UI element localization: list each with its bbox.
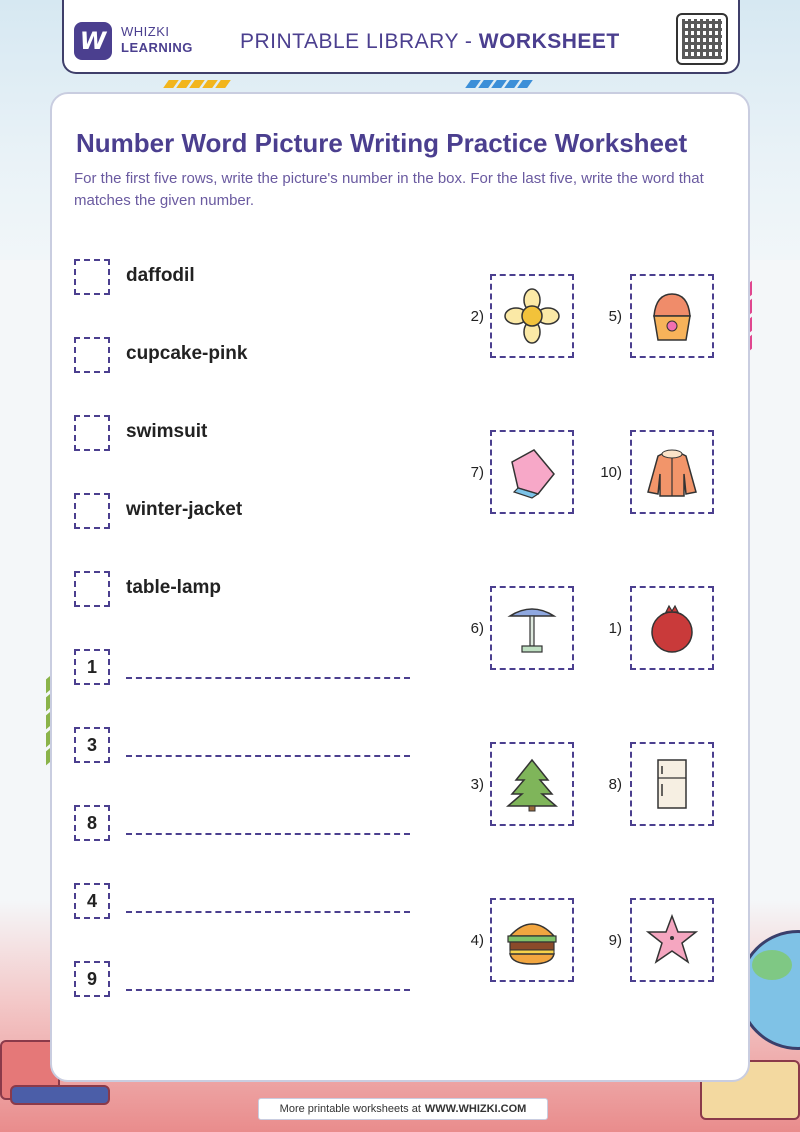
brand-name bbox=[121, 24, 193, 56]
footer-banner bbox=[258, 1098, 548, 1120]
picture-label: 2) bbox=[470, 308, 484, 325]
word-label: swimsuit bbox=[126, 421, 208, 442]
word-label: table-lamp bbox=[126, 577, 222, 598]
blue-stripes-decoration bbox=[468, 80, 530, 90]
picture-label: 8) bbox=[608, 776, 622, 793]
answer-box[interactable] bbox=[74, 337, 110, 373]
writing-line[interactable] bbox=[126, 755, 410, 757]
word-label: cupcake-pink bbox=[126, 343, 248, 364]
answer-box[interactable] bbox=[74, 493, 110, 529]
cupcake-icon bbox=[644, 288, 700, 344]
writing-line[interactable] bbox=[126, 989, 410, 991]
picture-box bbox=[490, 742, 574, 826]
picture-box bbox=[490, 586, 574, 670]
writing-line[interactable] bbox=[126, 911, 410, 913]
burger-icon bbox=[504, 912, 560, 968]
pomegranate-icon bbox=[644, 600, 700, 656]
picture-label: 5) bbox=[608, 308, 622, 325]
answer-box[interactable] bbox=[74, 415, 110, 451]
number-box: 3 bbox=[74, 727, 110, 763]
header-title-prefix: PRINTABLE LIBRARY - bbox=[240, 30, 479, 53]
picture-label: 7) bbox=[470, 464, 484, 481]
refrigerator-icon bbox=[644, 756, 700, 812]
footer-link[interactable]: WWW.WHIZKI.COM bbox=[424, 1103, 527, 1115]
word-label: winter-jacket bbox=[126, 499, 243, 520]
footer-text: More printable worksheets at bbox=[279, 1103, 421, 1115]
writing-line[interactable] bbox=[126, 833, 410, 835]
swimsuit-icon bbox=[504, 444, 560, 500]
qr-code-icon[interactable] bbox=[676, 13, 728, 65]
number-box: 9 bbox=[74, 961, 110, 997]
yellow-stripes-decoration bbox=[166, 80, 228, 90]
brand-line-1: WHIZKI bbox=[121, 24, 170, 39]
word-label: daffodil bbox=[126, 265, 195, 286]
picture-label: 1) bbox=[608, 620, 622, 637]
whizki-logo-icon[interactable]: W bbox=[74, 22, 112, 60]
picture-label: 3) bbox=[470, 776, 484, 793]
number-box: 8 bbox=[74, 805, 110, 841]
picture-label: 4) bbox=[470, 932, 484, 949]
picture-box bbox=[630, 586, 714, 670]
picture-box bbox=[630, 430, 714, 514]
picture-box bbox=[490, 274, 574, 358]
picture-label: 10) bbox=[600, 464, 622, 481]
brand-line-2: LEARNING bbox=[121, 40, 193, 55]
picture-box bbox=[630, 742, 714, 826]
robot-base-decoration bbox=[10, 1085, 110, 1105]
picture-box bbox=[490, 898, 574, 982]
daffodil-icon bbox=[504, 288, 560, 344]
planet-spot-decoration bbox=[752, 950, 792, 980]
picture-box bbox=[490, 430, 574, 514]
instructions: For the first five rows, write the picture's number in the box. For the last five, write the word that matches the given number. bbox=[74, 170, 704, 209]
table-lamp-icon bbox=[504, 600, 560, 656]
pine-tree-icon bbox=[504, 756, 560, 812]
page-title: Number Word Picture Writing Practice Worksheet bbox=[76, 128, 688, 158]
answer-box[interactable] bbox=[74, 571, 110, 607]
picture-box bbox=[630, 274, 714, 358]
header-title-bold: WORKSHEET bbox=[478, 30, 620, 53]
picture-label: 9) bbox=[608, 932, 622, 949]
number-box: 1 bbox=[74, 649, 110, 685]
number-box: 4 bbox=[74, 883, 110, 919]
answer-box[interactable] bbox=[74, 259, 110, 295]
header-title bbox=[240, 30, 620, 54]
winter-jacket-icon bbox=[644, 444, 700, 500]
picture-box bbox=[630, 898, 714, 982]
picture-label: 6) bbox=[470, 620, 484, 637]
starfish-icon bbox=[644, 912, 700, 968]
writing-line[interactable] bbox=[126, 677, 410, 679]
